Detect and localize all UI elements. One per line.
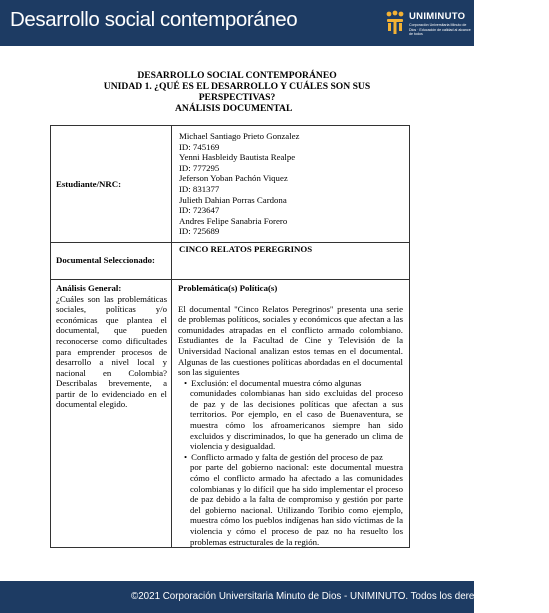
heading-line-4: ANÁLISIS DOCUMENTAL [175, 103, 293, 114]
selected-document-label: Documental Seleccionado: [51, 242, 172, 279]
bullet-item-conflict [178, 452, 403, 463]
uniminuto-logo [383, 8, 473, 38]
analysis-row [51, 279, 410, 547]
selected-document-value: CINCO RELATOS PEREGRINOS [172, 242, 410, 279]
bullet-icon: • [184, 377, 188, 388]
political-problems-intro: El documental "Cinco Relatos Peregrinos" presenta una serie de problemas políticos, sociales y económicos que afectan a las comunidades atrapadas en el conflicto armado colombiano. Estudiantes de la Facultad de Cine y Televisión de la Universidad Nacional analizan estos temas en el documental. Algunas de las cuestiones políticas abordadas en el documental son las siguientes [178, 303, 403, 378]
student-id: ID: 831377 [179, 183, 220, 194]
general-analysis-cell [51, 279, 172, 547]
student-row [51, 126, 410, 243]
course-title: Desarrollo social contemporáneo [10, 8, 298, 31]
logo-name: UNIMINUTO [409, 11, 466, 22]
student-name: Michael Santiago Prieto Gonzalez [179, 131, 300, 141]
footer-bar [0, 581, 549, 613]
bullet-text-conflict: por parte del gobierno nacional: este documental muestra cómo el conflicto armado ha afectado a las comunidades colombianas y lo difícil que ha sido implementar el proceso de paz debido a la falta de compromiso y gestión por parte del gobierno nacional. Utilizando Toribio como ejemplo, muestra cómo los pueblos indígenas han sido víctimas de la violencia y cómo el proceso de paz no ha resuelto los problemas estructurales de la región. [190, 462, 403, 547]
political-problems-title: Problemática(s) Política(s) [178, 282, 278, 293]
copyright-text: ©2021 Corporación Universitaria Minuto de Dios - UNIMINUTO. Todos los derechos reservados. [131, 591, 549, 602]
student-name: Yenni Hasbleidy Bautista Realpe [179, 152, 296, 163]
student-id: ID: 745169 [179, 141, 220, 152]
student-id: ID: 777295 [179, 162, 220, 173]
heading-line-1: DESARROLLO SOCIAL CONTEMPORÁNEO [137, 70, 337, 81]
selected-document-row [51, 242, 410, 279]
header-bar [0, 0, 474, 46]
student-name: Jeferson Yoban Pachón Viquez [179, 173, 288, 184]
uniminuto-logo-icon [383, 10, 407, 36]
logo-subtitle: Corporación Universitaria Minuto de Dios · Educación de calidad al alcance de todos [409, 23, 471, 37]
student-name: Julieth Dahian Porras Cardona [179, 194, 287, 205]
political-problems-cell [172, 279, 410, 547]
student-name: Andres Felipe Sanabria Forero [179, 215, 288, 226]
bullet-first-line: Conflicto armado y falta de gestión del proceso de paz [191, 451, 383, 462]
document-heading [72, 70, 402, 114]
bullet-text-exclusion: comunidades colombianas han sido excluidas del proceso de paz y de las decisiones políticas que afectan a sus territorios. Por ejemplo, en el caso de Buenaventura, se muestra cómo los afroamericanos siempre han sido excluidos y discriminados, lo que ha generado un clima de violencia y desigualdad. [190, 388, 403, 452]
student-id: ID: 723647 [179, 205, 220, 216]
bullet-item-exclusion [178, 378, 403, 389]
student-label: Estudiante/NRC: [51, 126, 172, 243]
analysis-table [50, 125, 410, 548]
general-analysis-title: Análisis General: [56, 282, 122, 293]
general-analysis-question: ¿Cuáles son las problemáticas sociales, políticas y/o económicas que plantea el documental, que pueden reconocerse como dificultades para emprender procesos de desarrollo a nivel local y nacional en Colombia? Describalas brevemente, a partir de lo evidenciado en el documental elegido. [56, 293, 167, 410]
bullet-icon: • [184, 451, 188, 462]
student-list [172, 126, 410, 243]
heading-line-3: PERSPECTIVAS? [198, 92, 276, 103]
student-id: ID: 725689 [179, 226, 220, 237]
heading-line-2: UNIDAD 1. ¿QUÉ ES EL DESARROLLO Y CUÁLES SON SUS [103, 81, 371, 92]
bullet-first-line: Exclusión: el documental muestra cómo algunas [191, 377, 362, 388]
